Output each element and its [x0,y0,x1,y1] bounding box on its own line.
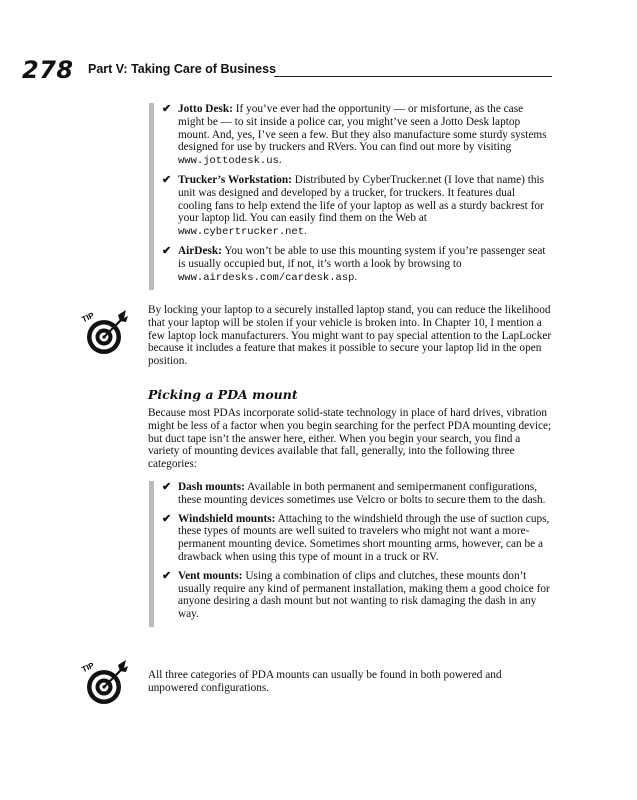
bullet-url[interactable]: www.airdesks.com/cardesk.asp [178,271,355,284]
check-icon: ✔ [162,481,172,493]
section-heading: Picking a PDA mount [148,387,298,402]
bullet-lead: AirDesk: [178,244,222,257]
header-rule [274,76,552,77]
list-item [162,570,550,621]
tip-paragraph: By locking your laptop to a securely installed laptop stand, you can reduce the likelihood that your laptop will be stolen if your vehicle is broken into. In Chapter 10, I mention a few laptop lock manufacturers. You might want to pay special attention to the LapLocker because it includes a feature that makes it possible to secure your laptop lid in the open position. [148,304,552,368]
bullet-text: Using a combination of clips and clutches, these mounts don’t usually require any kind of permanent installation, making them a good choice for anyone desiring a dash mount but not wanting to risk damaging the dash in any way. [178,569,550,621]
list-item: ✔ Trucker’s Workstation: Distributed by CyberTrucker.net (I love that name) this unit was designed and developed by a trucker, for truckers. It features dual cooling fans to help extend the life of your laptop as well as a sturdy backrest for your laptop lid. You can easily find them on the Web at www.cybertrucker.net. [162,173,545,239]
intro-paragraph: Because most PDAs incorporate solid-state technology in place of hard drives, vibration might be less of a factor when you begin searching for the perfect PDA mounting device; but duct tape isn’t the answer here, either. When you begin your search, you find a variety of mounting devices available that fall, generally, into the following three categories: [148,407,552,471]
bullet-url[interactable]: www.jottodesk.us [178,155,279,168]
list-item: ✔ Jotto Desk: If you’ve ever had the opportunity — or misfortune, as the case might be — to sit inside a police car, you might’ve seen a Jotto Desk laptop mount. And, yes, I’ve seen a few. But they also manufacture some sturdy systems designed for use by truckers and RVers. You can find out more by visiting www.jottodesk.us. [162,103,547,168]
bullet-text: Available in both permanent and semipermanent configurations, these mounting devices sometimes use Velcro or bolts to secure them to the dash. [178,481,546,506]
tip-paragraph: All three categories of PDA mounts can usually be found in both powered and unpowered configurations. [148,669,502,694]
check-icon: ✔ [162,173,172,186]
tip-target-icon [80,652,130,707]
bullet-text: Attaching to the windshield through the use of suction cups, these types of mounts are well suited to travelers who might not want a more-permanent mounting device. Sometimes short mounting arms, however, can be a drawback when using this type of mount in a truck or RV. [178,512,550,563]
bullet-text: Distributed by CyberTrucker.net (I love that name) this unit was designed and developed by a trucker, for truckers. It features dual cooling fans to help extend the life of your laptop as well as a sturdy backrest for your laptop lid. You can easily find them on the Web at [178,173,545,225]
bullet-lead: Windshield mounts: [178,512,276,525]
bullet-lead: Dash mounts: [178,481,245,493]
bullet-url[interactable]: www.cybertrucker.net [178,226,305,239]
bullet-lead: Jotto Desk: [178,103,233,115]
mount-list [149,103,550,290]
list-item [162,513,550,564]
check-icon: ✔ [162,244,172,257]
list-item [162,481,550,507]
bullet-lead: Vent mounts: [178,569,243,582]
tip-label: TIP [80,310,96,325]
list-item: ✔ AirDesk: You won’t be able to use this mounting system if you’re passenger seat is usually occupied but, if not, it’s worth a look by browsing to www.airdesks.com/cardesk.asp. [162,244,546,284]
bullet-text: You won’t be able to use this mounting system if you’re passenger seat is usually occupied but, if not, it’s worth a look by browsing to [178,244,546,270]
page-header [22,56,552,86]
tip-target-icon [80,302,130,357]
check-icon: ✔ [162,512,172,525]
bullet-text: If you’ve ever had the opportunity — or misfortune, as the case might be — to sit inside a police car, you might’ve seen a Jotto Desk laptop mount. And, yes, I’ve seen a few. But they also manufacture some sturdy systems designed for use by truckers and RVers. You can find out more by visiting [178,103,547,154]
pda-mount-list [149,481,550,627]
check-icon: ✔ [162,103,172,115]
part-title: Part V: Taking Care of Business [88,62,277,76]
check-icon: ✔ [162,569,172,582]
tip-label: TIP [80,660,96,675]
page-number: 278 [22,56,74,84]
bullet-lead: Trucker’s Workstation: [178,173,292,186]
